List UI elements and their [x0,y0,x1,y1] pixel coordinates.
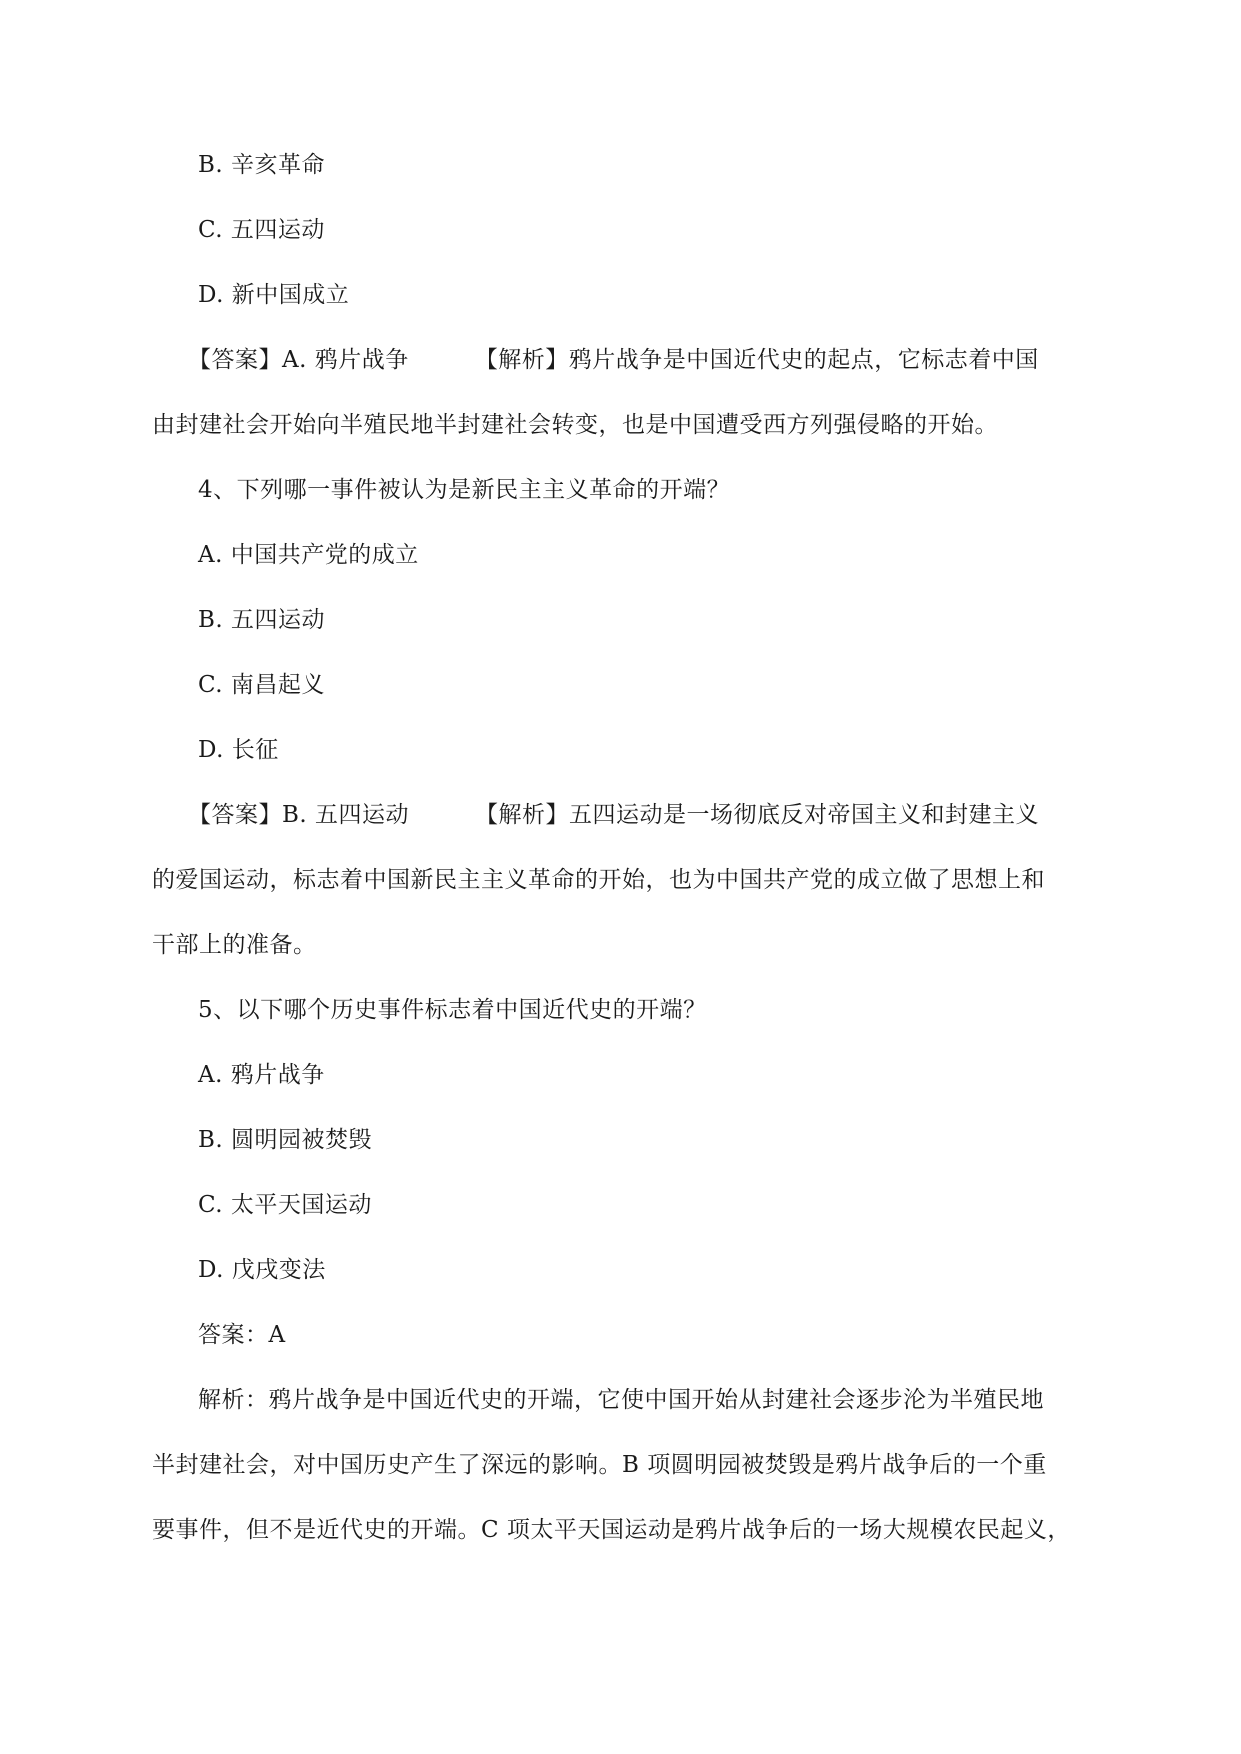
q4-answer: 【答案】B. 五四运动 [188,802,410,828]
q5-analysis-line-2: 半封建社会，对中国历史产生了深远的影响。B 项圆明园被焚毁是鸦片战争后的一个重 [152,1452,1047,1478]
q4-analysis-line-3: 干部上的准备。 [152,932,317,958]
q5-analysis-line-1: 解析：鸦片战争是中国近代史的开端，它使中国开始从封建社会逐步沦为半殖民地 [198,1387,1044,1413]
q4-option-c: C. 南昌起义 [198,672,325,698]
q4-answer-line [188,800,1128,830]
q3-option-c: C. 五四运动 [198,217,325,243]
q5-answer: 答案：A [198,1322,286,1348]
q4-analysis-line-2: 的爱国运动，标志着中国新民主主义革命的开始，也为中国共产党的成立做了思想上和 [152,867,1045,893]
q4-option-a: A. 中国共产党的成立 [198,542,419,568]
q5-option-d: D. 戊戌变法 [198,1257,326,1283]
q3-option-d: D. 新中国成立 [198,282,350,308]
q4-analysis-start: 【解析】五四运动是一场彻底反对帝国主义和封建主义 [475,802,1040,828]
q3-answer: 【答案】A. 鸦片战争 [188,347,409,373]
q5-option-a: A. 鸦片战争 [198,1062,325,1088]
q3-analysis-continued: 由封建社会开始向半殖民地半封建社会转变，也是中国遭受西方列强侵略的开始。 [152,412,998,438]
q4-option-b: B. 五四运动 [198,607,326,633]
q3-answer-line [188,345,1128,375]
q4-question: 4、下列哪一事件被认为是新民主主义革命的开端？ [198,477,731,503]
q5-option-c: C. 太平天国运动 [198,1192,372,1218]
q5-question: 5、以下哪个历史事件标志着中国近代史的开端？ [198,997,707,1023]
q5-option-b: B. 圆明园被焚毁 [198,1127,373,1153]
q5-analysis-line-3: 要事件，但不是近代史的开端。C 项太平天国运动是鸦片战争后的一场大规模农民起义， [152,1517,1071,1543]
q4-option-d: D. 长征 [198,737,279,763]
q3-option-b: B. 辛亥革命 [198,152,326,178]
q3-analysis-start: 【解析】鸦片战争是中国近代史的起点，它标志着中国 [474,347,1039,373]
